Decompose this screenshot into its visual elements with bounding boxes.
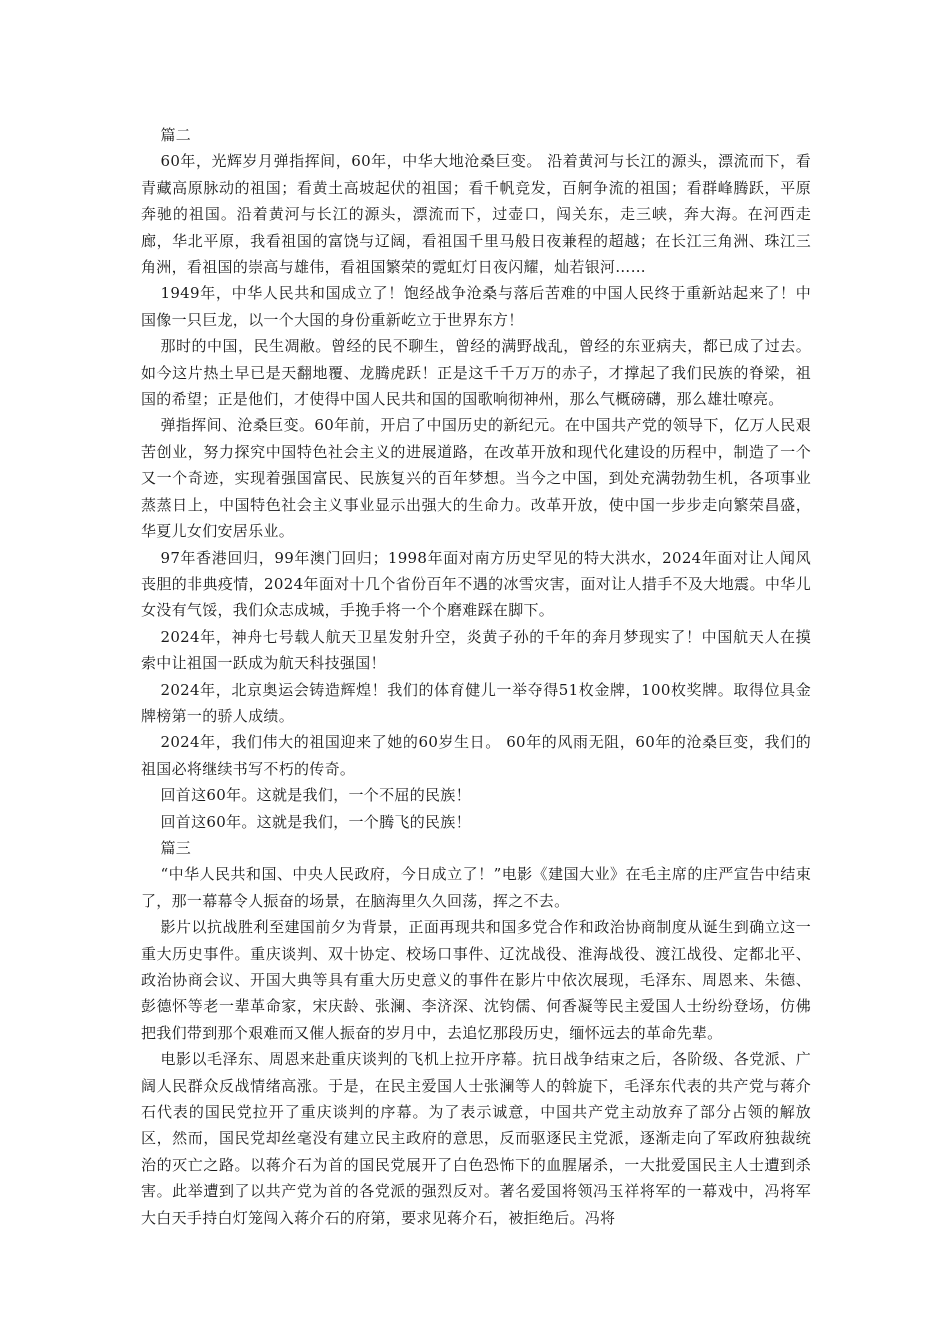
paragraph: “中华人民共和国、中央人民政府，今日成立了！”电影《建国大业》在毛主席的庄严宣告中结束了，那一幕幕令人振奋的场景，在脑海里久久回荡，挥之不去。 (141, 865, 811, 910)
paragraph: 回首这60年。这就是我们，一个不屈的民族！ (160, 786, 471, 805)
section-heading: 篇二 (160, 126, 192, 144)
paragraph: 2024年，我们伟大的祖国迎来了她的60岁生日。 60年的风雨无阻，60年的沧桑巨变，我们的祖国必将继续书写不朽的传奇。 (141, 733, 811, 778)
paragraph: 97年香港回归，99年澳门回归；1998年面对南方历史罕见的特大洪水，2024年面对让人闻风丧胆的非典疫情，2024年面对十几个省份百年不遇的冰雪灾害，面对让人措手不及大地震。中华儿女没有气馁，我们众志成城，手挽手将一个个磨难踩在脚下。 (141, 548, 811, 620)
paragraph: 影片以抗战胜利至建国前夕为背景，正面再现共和国多党合作和政治协商制度从诞生到确立这一重大历史事件。重庆谈判、双十协定、校场口事件、辽沈战役、淮海战役、渡江战役、定都北平、政治协商会议、开国大典等具有重大历史意义的事件在影片中依次展现，毛泽东、周恩来、朱德、彭德怀等老一辈革命家，宋庆龄、张澜、李济深、沈钧儒、何香凝等民主爱国人士纷纷登场，仿佛把我们带到那个艰难而又催人振奋的岁月中，去追忆那段历史，缅怀远去的革命先辈。 (141, 918, 811, 1042)
paragraph: 那时的中国，民生凋敝。曾经的民不聊生，曾经的满野战乱，曾经的东亚病夫，都已成了过去。如今这片热土早已是天翻地覆、龙腾虎跃！正是这千千万万的赤子，才撑起了我们民族的脊梁，祖国的希望；正是他们，才使得中国人民共和国的国歌响彻神州，那么气概磅礴，那么雄壮嘹亮。 (141, 337, 811, 409)
paragraph: 60年，光辉岁月弹指挥间，60年，中华大地沧桑巨变。 沿着黄河与长江的源头，漂流而下，看青藏高原脉动的祖国；看黄土高坡起伏的祖国；看千帆竞发，百舸争流的祖国；看群峰腾跃，平原奔驰的祖国。沿着黄河与长江的源头，漂流而下，过壶口，闯关东，走三峡，奔大海。在河西走廊，华北平原，我看祖国的富饶与辽阔，看祖国千里马般日夜兼程的超越；在长江三角洲、珠江三角洲，看祖国的崇高与雄伟，看祖国繁荣的霓虹灯日夜闪耀，灿若银河…… (141, 152, 811, 277)
paragraph: 弹指挥间、沧桑巨变。60年前，开启了中国历史的新纪元。在中国共产党的领导下，亿万人民艰苦创业，努力探究中国特色社会主义的进展道路，在改革开放和现代化建设的历程中，制造了一个又一个奇迹，实现着强国富民、民族复兴的百年梦想。当今之中国，到处充满勃勃生机，各项事业蒸蒸日上，中国特色社会主义事业显示出强大的生命力。改革开放，使中国一步步走向繁荣昌盛，华夏儿女们安居乐业。 (141, 416, 811, 541)
paragraph: 1949年，中华人民共和国成立了！饱经战争沧桑与落后苦难的中国人民终于重新站起来了！中国像一只巨龙，以一个大国的身份重新屹立于世界东方！ (141, 284, 811, 329)
paragraph: 电影以毛泽东、周恩来赴重庆谈判的飞机上拉开序幕。抗日战争结束之后，各阶级、各党派、广阔人民群众反战情绪高涨。于是，在民主爱国人士张澜等人的斡旋下，毛泽东代表的共产党与蒋介石代表的国民党拉开了重庆谈判的序幕。为了表示诚意，中国共产党主动放弃了部分占领的解放区，然而，国民党却丝毫没有建立民主政府的意思，反而驱逐民主党派，逐渐走向了军政府独裁统治的灭亡之路。以蒋介石为首的国民党展开了白色恐怖下的血腥屠杀，一大批爱国民主人士遭到杀害。此举遭到了以共产党为首的各党派的强烈反对。著名爱国将领冯玉祥将军的一幕戏中，冯将军大白天手持白灯笼闯入蒋介石的府第，要求见蒋介石，被拒绝后。冯将 (141, 1050, 811, 1227)
document-page (141, 122, 811, 1231)
paragraph: 2024年，神舟七号载人航天卫星发射升空，炎黄子孙的千年的奔月梦现实了！中国航天人在摸索中让祖国一跃成为航天科技强国！ (141, 627, 811, 673)
paragraph: 回首这60年。这就是我们，一个腾飞的民族！ (160, 812, 471, 831)
section-heading: 篇三 (160, 838, 192, 857)
paragraph: 2024年，北京奥运会铸造辉煌！我们的体育健儿一举夺得51枚金牌，100枚奖牌。取得位具金牌榜第一的骄人成绩。 (141, 680, 811, 725)
